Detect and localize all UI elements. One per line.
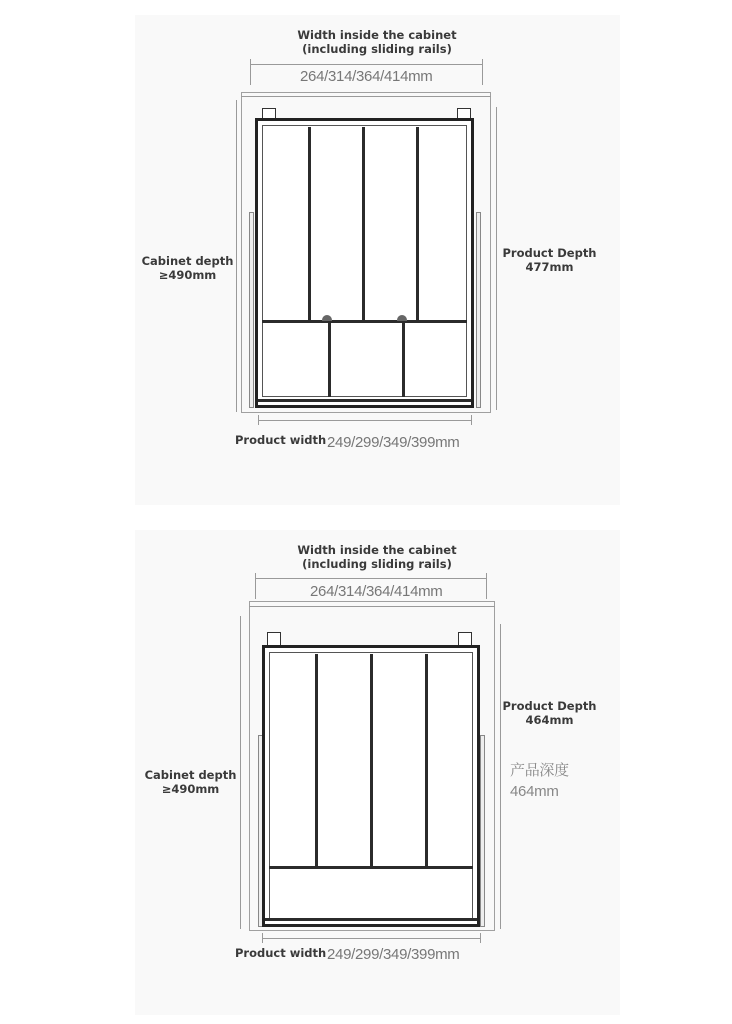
top-right-rail <box>476 212 481 408</box>
bottom-divider-3 <box>425 654 428 866</box>
bottom-divider-1 <box>315 654 318 866</box>
bottom-width-inside-dimension-line <box>255 578 486 579</box>
top-width-inside-label <box>250 28 504 56</box>
bottom-product-width-line <box>262 938 480 939</box>
top-cross-divider <box>262 320 467 323</box>
top-bottom-divider-2 <box>402 323 405 397</box>
bottom-cross-divider <box>269 866 473 869</box>
top-product-depth-line <box>496 107 497 410</box>
bottom-right-rail <box>480 735 485 927</box>
bottom-product-depth-text: Product Depth <box>502 699 597 713</box>
bottom-product-width-value: 249/299/349/399mm <box>327 946 460 963</box>
bottom-pw-tick-left <box>262 933 263 943</box>
bottom-product-depth-cn-label: 产品深度 <box>510 762 569 779</box>
top-knob-2 <box>397 315 407 321</box>
bottom-width-inside-line1: Width inside the cabinet <box>297 543 457 557</box>
top-product-depth-text: Product Depth <box>502 246 597 260</box>
top-left-rail <box>249 212 254 408</box>
top-width-inside-dimension-line <box>250 64 482 65</box>
bottom-product-depth-label <box>502 699 597 727</box>
bottom-width-inside-label <box>250 543 504 571</box>
top-width-inside-value: 264/314/364/414mm <box>300 68 433 85</box>
bottom-width-dim-tick-left <box>255 573 256 599</box>
bottom-width-inside-line2: (including sliding rails) <box>302 557 452 571</box>
bottom-cabinet-depth-label <box>143 768 238 796</box>
top-divider-2 <box>362 127 365 320</box>
bottom-cabinet-depth-text: Cabinet depth <box>144 768 237 782</box>
top-divider-1 <box>308 127 311 320</box>
bottom-width-dim-tick-right <box>486 573 487 599</box>
top-cabinet-top-line <box>241 96 491 97</box>
bottom-product-depth-line <box>500 624 501 929</box>
bottom-cabinet-depth-value: ≥490mm <box>161 782 220 796</box>
top-pw-tick-right <box>471 415 472 425</box>
bottom-cabinet-top-line <box>249 606 495 607</box>
top-cabinet-depth-value: ≥490mm <box>158 268 217 282</box>
top-product-width-line <box>258 420 471 421</box>
bottom-product-width-label: Product width <box>235 946 327 960</box>
bottom-cabinet-depth-line <box>240 616 241 929</box>
top-width-dim-tick-right <box>482 59 483 85</box>
bottom-pw-tick-right <box>480 933 481 943</box>
top-divider-3 <box>416 127 419 320</box>
bottom-width-inside-value: 264/314/364/414mm <box>310 583 443 600</box>
bottom-right-bracket <box>458 632 472 646</box>
top-width-inside-line2: (including sliding rails) <box>302 42 452 56</box>
bottom-tray-front <box>265 918 477 921</box>
top-tray-front <box>258 399 471 402</box>
bottom-product-depth-value: 464mm <box>525 713 574 727</box>
bottom-left-bracket <box>267 632 281 646</box>
top-pw-tick-left <box>258 415 259 425</box>
top-width-dim-tick-left <box>250 59 251 85</box>
top-product-width-value: 249/299/349/399mm <box>327 434 460 451</box>
top-cabinet-depth-label <box>140 254 235 282</box>
bottom-divider-2 <box>370 654 373 866</box>
top-product-depth-value: 477mm <box>525 260 574 274</box>
bottom-product-depth-cn-value: 464mm <box>510 783 559 800</box>
top-product-depth-label <box>502 246 597 274</box>
top-bottom-divider-1 <box>328 323 331 397</box>
top-width-inside-line1: Width inside the cabinet <box>297 28 457 42</box>
top-cabinet-depth-text: Cabinet depth <box>141 254 234 268</box>
top-product-width-label: Product width <box>235 433 327 447</box>
top-cabinet-depth-line <box>236 100 237 412</box>
top-knob-1 <box>322 315 332 321</box>
